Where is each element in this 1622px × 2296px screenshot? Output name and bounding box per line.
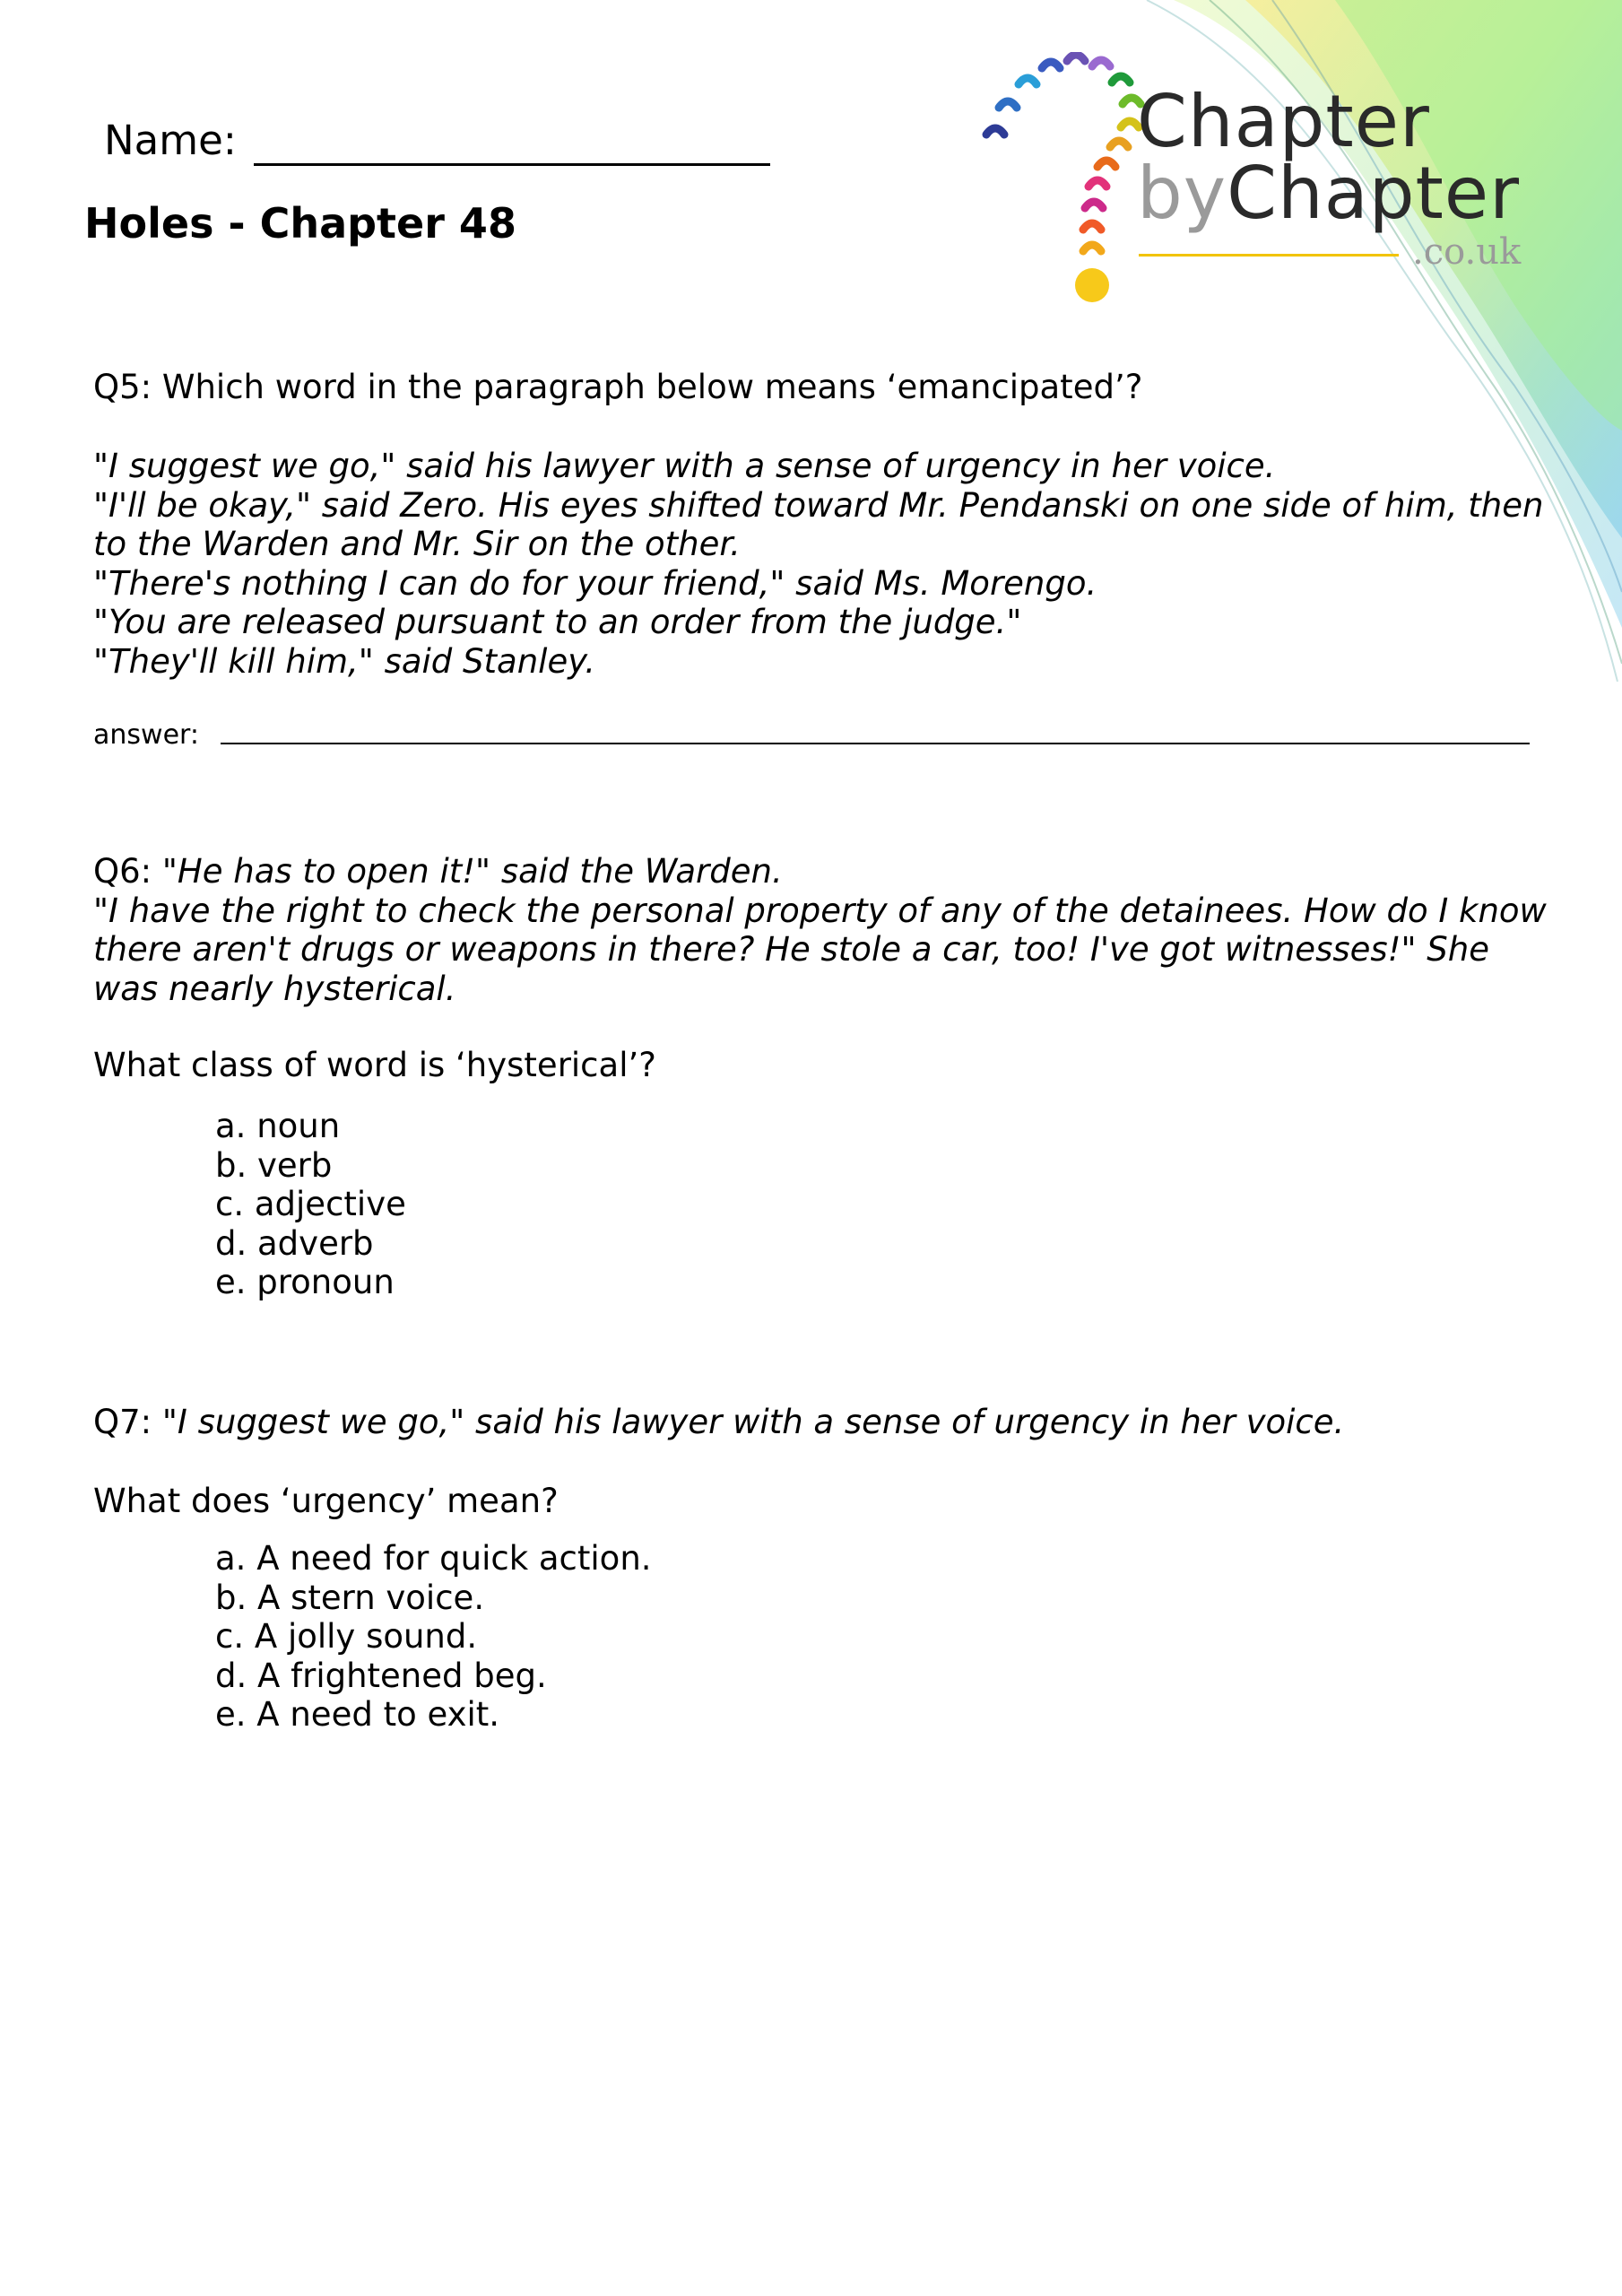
q5-passage <box>93 447 1543 681</box>
brand-domain: .co.uk <box>1412 231 1522 273</box>
q7-option[interactable]: b. A stern voice. <box>215 1578 485 1617</box>
q7-passage-text: "I suggest we go," said his lawyer with a sense of urgency in her voice. <box>161 1403 1345 1441</box>
q6-option[interactable]: a. noun <box>215 1107 341 1145</box>
q7-prefix: Q7: <box>93 1403 152 1441</box>
q7-passage <box>93 1403 1344 1442</box>
worksheet-title: Holes - Chapter 48 <box>84 199 516 248</box>
q6-option[interactable]: d. adverb <box>215 1223 374 1263</box>
q7-options <box>215 1539 652 1735</box>
brand-chapter: Chapter <box>1227 152 1520 235</box>
q5-passage-line: "There's nothing I can do for your friend," said Ms. Morengo. <box>93 563 1097 603</box>
q5-passage-line: "You are released pursuant to an order from the judge." <box>93 603 1022 641</box>
name-label: Name: <box>104 117 237 164</box>
brand-name-line2 <box>1137 152 1520 235</box>
q5-answer-label: answer: <box>93 719 199 751</box>
q5-passage-line: to the Warden and Mr. Sir on the other. <box>93 525 741 563</box>
q6-passage-line: there aren't drugs or weapons in there? He stole a car, too! I've got witnesses!" She <box>93 930 1489 969</box>
q6-option[interactable]: b. verb <box>215 1145 333 1185</box>
q6-passage-line: was nearly hysterical. <box>93 969 456 1008</box>
q6-option[interactable]: e. pronoun <box>215 1263 395 1301</box>
q7-option[interactable]: a. A need for quick action. <box>215 1539 652 1578</box>
q5-prompt: Q5: Which word in the paragraph below means ‘emancipated’? <box>93 368 1143 406</box>
brand-underline <box>1139 254 1399 257</box>
q6-prefix: Q6: <box>93 852 152 891</box>
q5-passage-line: "I'll be okay," said Zero. His eyes shifted toward Mr. Pendanski on one side of him, then <box>93 485 1544 525</box>
brand-name-line1: Chapter <box>1137 80 1430 163</box>
name-input-line[interactable] <box>254 163 770 166</box>
q6-passage <box>93 852 1547 1008</box>
q7-option[interactable]: c. A jolly sound. <box>215 1617 478 1656</box>
q6-passage-line: "He has to open it!" said the Warden. <box>161 852 783 891</box>
q6-passage-line: "I have the right to check the personal property of any of the detainees. How do I know <box>93 891 1547 930</box>
brand-by: by <box>1137 152 1227 235</box>
q5-answer-line[interactable] <box>221 743 1530 744</box>
q5-passage-line: "They'll kill him," said Stanley. <box>93 641 595 681</box>
q7-question: What does ‘urgency’ mean? <box>93 1482 559 1520</box>
q6-option[interactable]: c. adjective <box>215 1185 406 1223</box>
q7-option[interactable]: e. A need to exit. <box>215 1695 500 1734</box>
q5-passage-line: "I suggest we go," said his lawyer with a sense of urgency in her voice. <box>93 447 1276 485</box>
q6-options <box>215 1107 406 1302</box>
q7-option[interactable]: d. A frightened beg. <box>215 1656 547 1695</box>
q6-question: What class of word is ‘hysterical’? <box>93 1046 656 1084</box>
